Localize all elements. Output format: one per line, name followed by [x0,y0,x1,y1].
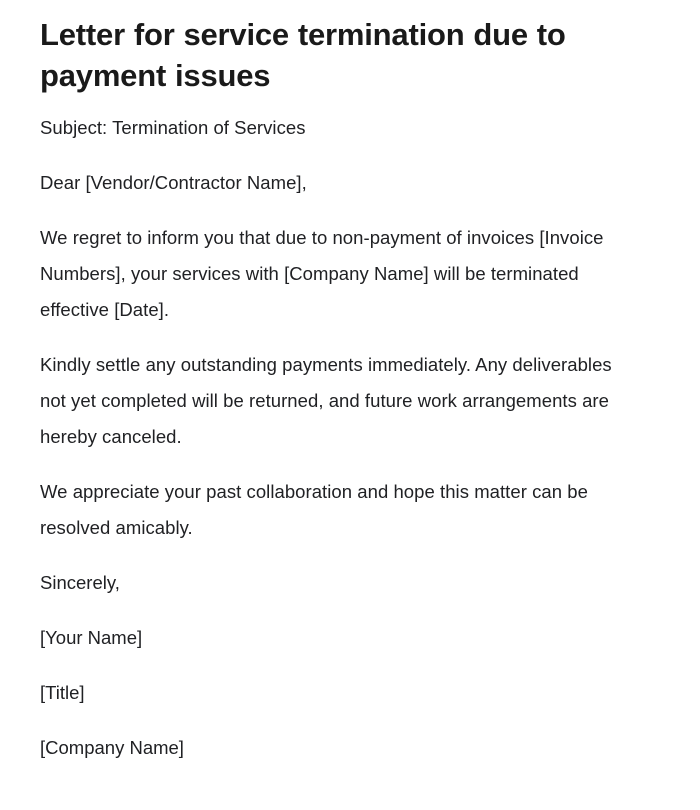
closing-name: [Your Name] [40,627,143,648]
subject-line: Subject: Termination of Services [40,117,306,138]
closing-company: [Company Name] [40,737,184,758]
closing-title: [Title] [40,682,85,703]
body-paragraph-1: We regret to inform you that due to non-payment of invoices [Invoice Numbers], your services with [Company Name] will be terminated effective [Date]. [40,227,604,320]
body-paragraph-2: Kindly settle any outstanding payments immediately. Any deliverables not yet completed will be returned, and future work arrangements are hereby canceled. [40,354,612,447]
page-title: Letter for service termination due to payment issues [40,17,566,93]
salutation: Dear [Vendor/Contractor Name], [40,172,307,193]
closing-valediction: Sincerely, [40,572,120,593]
body-paragraph-3: We appreciate your past collaboration and hope this matter can be resolved amicably. [40,481,588,538]
letter-body [40,110,640,766]
